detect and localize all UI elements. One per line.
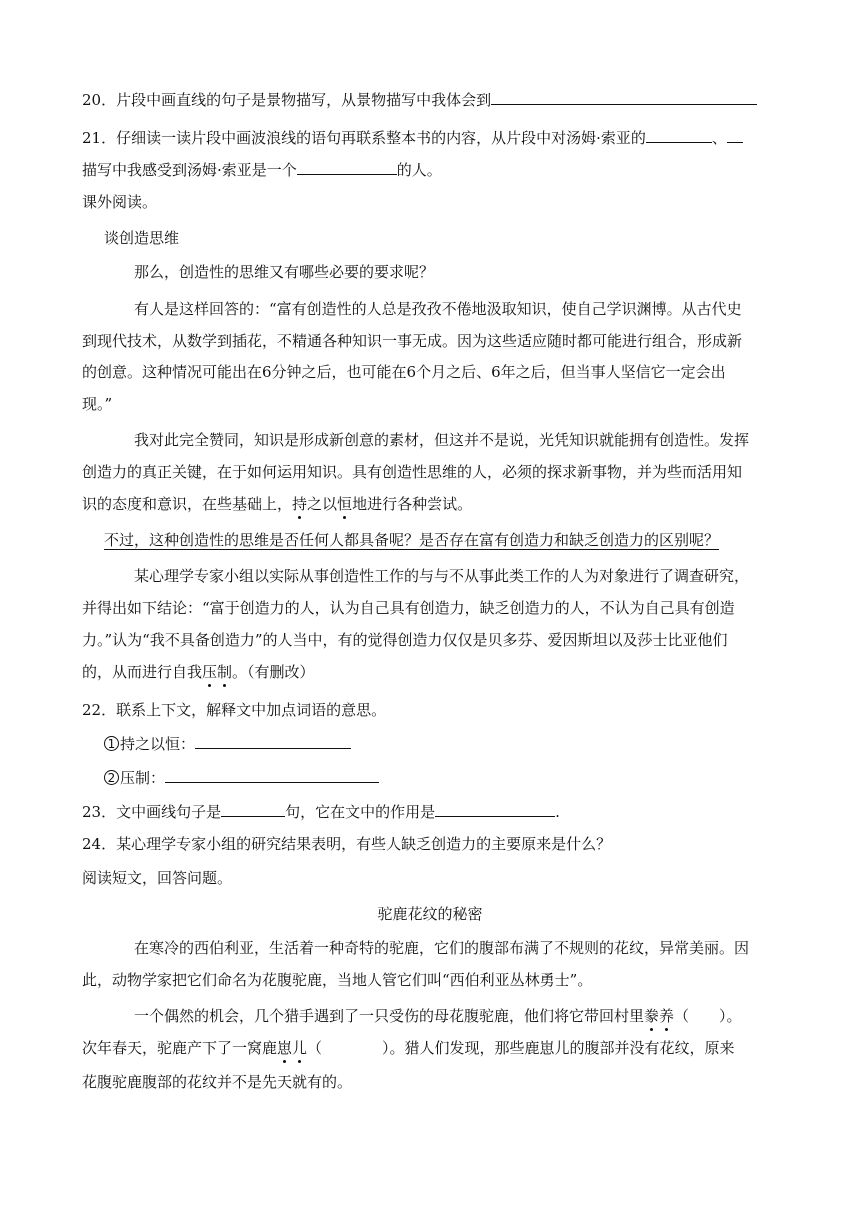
text-span: 。（有删改） <box>232 663 315 681</box>
answer-blank-23-b[interactable] <box>435 802 555 817</box>
question-21-line1 <box>82 128 743 148</box>
dotted-word-char: 持 <box>292 495 308 513</box>
circled-number-2: 2 <box>104 770 119 785</box>
article-1-p5-l2: 并得出如下结论：“富于创造力的人，认为自己具有创造力，缺乏创造力的人，不认为自己具有创造 <box>82 599 735 617</box>
article-2-p1-l2: 此，动物学家把它们命名为花腹驼鹿，当地人管它们叫“西伯利亚丛林勇士”。 <box>82 971 593 989</box>
answer-blank-20[interactable] <box>491 90 757 105</box>
question-21-text-2a: 描写中我感受到汤姆·索亚是一个 <box>82 161 297 179</box>
article-2-p2-l3: 花腹驼鹿腹部的花纹并不是先天就有的。 <box>82 1073 353 1091</box>
article-1-p3-l3 <box>82 494 472 514</box>
dotted-word-char: 儿 <box>292 1039 308 1057</box>
answer-blank-22-2[interactable] <box>165 768 379 783</box>
article-2-p2-l2 <box>82 1038 735 1058</box>
dotted-word-char: 豢 <box>644 1007 660 1025</box>
underlined-sentence: 不过，这种创造性的思维是否任何人都具备呢？是否存在富有创造力和缺乏创造力的区别呢？ <box>104 531 720 549</box>
answer-blank-21-c[interactable] <box>297 160 397 175</box>
circled-number-1: 1 <box>104 736 119 751</box>
text-span: （ ）。猎人们发现，那些鹿崽儿的腹部并没有花纹，原来 <box>307 1039 735 1057</box>
text-span: . <box>555 803 560 821</box>
text-span: 次年春天，驼鹿产下了一窝鹿 <box>82 1039 278 1057</box>
article-1-p3-l2: 创造力的真正关键，在于如何运用知识。具有创造性思维的人，必须的探求新事物，并为些而活用知 <box>82 463 743 481</box>
text-span: 地进行各种尝试。 <box>352 495 473 513</box>
dotted-word-char: 崽 <box>277 1039 293 1057</box>
question-22-item-2 <box>104 768 379 788</box>
article-1-p5-l3: 力。”认为“我不具备创造力”的人当中，有的觉得创造力仅仅是贝多芬、爱因斯坦以及莎士比亚他们 <box>82 631 728 649</box>
article-1-p2-l4: 现。” <box>82 395 113 413</box>
section-reading: 阅读短文，回答问题。 <box>82 869 233 887</box>
article-1-p5-l4 <box>82 662 315 682</box>
text-span: 23．文中画线句子是 <box>82 803 222 821</box>
article-1-p2-l3: 的创意。这种情况可能出在6分钟之后，也可能在6个月之后、6年之后，但当事人坚信它一定会出 <box>82 363 726 381</box>
question-21-text-2b: 的人。 <box>396 161 442 179</box>
answer-blank-21-a[interactable] <box>646 128 712 143</box>
text-span: 之以 <box>307 495 338 513</box>
question-24: 24．某心理学专家小组的研究结果表明，有些人缺乏创造力的主要原来是什么？ <box>82 835 612 853</box>
article-1-p4-underlined <box>104 530 719 550</box>
article-1-p2-l1: 有人是这样回答的：“富有创造性的人总是孜孜不倦地汲取知识，使自己学识渊博。从古代史 <box>134 300 742 318</box>
article-2-p1-l1: 在寒冷的西伯利亚，生活着一种奇特的驼鹿，它们的腹部布满了不规则的花纹，异常美丽。因 <box>134 939 750 957</box>
dotted-word-char: 压 <box>202 663 218 681</box>
article-1-p5-l1: 某心理学专家小组以实际从事创造性工作的与与不从事此类工作的人为对象进行了调查研究， <box>134 567 750 585</box>
question-21-sep: 、 <box>711 129 727 147</box>
section-extra-reading: 课外阅读。 <box>82 193 158 211</box>
answer-blank-23-a[interactable] <box>221 802 285 817</box>
article-1-p1: 那么，创造性的思维又有哪些必要的要求呢？ <box>134 263 435 281</box>
article-2-title: 驼鹿花纹的秘密 <box>377 905 483 923</box>
dotted-word-char: 制 <box>217 663 233 681</box>
text-span: 的，从而进行自我 <box>82 663 203 681</box>
text-span: 识的态度和意识，在些基础上， <box>82 495 293 513</box>
dotted-word-char: 恒 <box>337 495 353 513</box>
dotted-word-char: 养 <box>659 1007 675 1025</box>
question-22-item-1 <box>104 734 351 754</box>
item-label: 压制： <box>120 769 166 787</box>
question-20-text: 20．片段中画直线的句子是景物描写，从景物描写中我体会到 <box>82 91 492 109</box>
item-label: 持之以恒： <box>120 735 196 753</box>
article-1-p3-l1: 我对此完全赞同，知识是形成新创意的素材，但这并不是说，光凭知识就能拥有创造性。发挥 <box>134 431 750 449</box>
answer-paren[interactable]: （ ）。 <box>674 1007 742 1025</box>
question-23 <box>82 802 560 822</box>
question-20 <box>82 90 757 110</box>
question-21-text: 21．仔细读一读片段中画波浪线的语句再联系整本书的内容，从片段中对汤姆·索亚的 <box>82 129 646 147</box>
article-2-p2-l1 <box>134 1006 742 1026</box>
text-span: 一个偶然的机会，几个猎手遇到了一只受伤的母花腹驼鹿，他们将它带回村里 <box>134 1007 645 1025</box>
question-22: 22．联系上下文，解释文中加点词语的意思。 <box>82 701 387 719</box>
text-span: 句，它在文中的作用是 <box>285 803 436 821</box>
article-1-p2-l2: 到现代技术，从数学到插花，不精通各种知识一事无成。因为这些适应随时都可能进行组合，形成新 <box>82 332 743 350</box>
answer-blank-21-b[interactable] <box>727 128 743 143</box>
question-21-line2 <box>82 160 442 180</box>
article-1-title: 谈创造思维 <box>104 229 180 247</box>
answer-blank-22-1[interactable] <box>195 734 351 749</box>
